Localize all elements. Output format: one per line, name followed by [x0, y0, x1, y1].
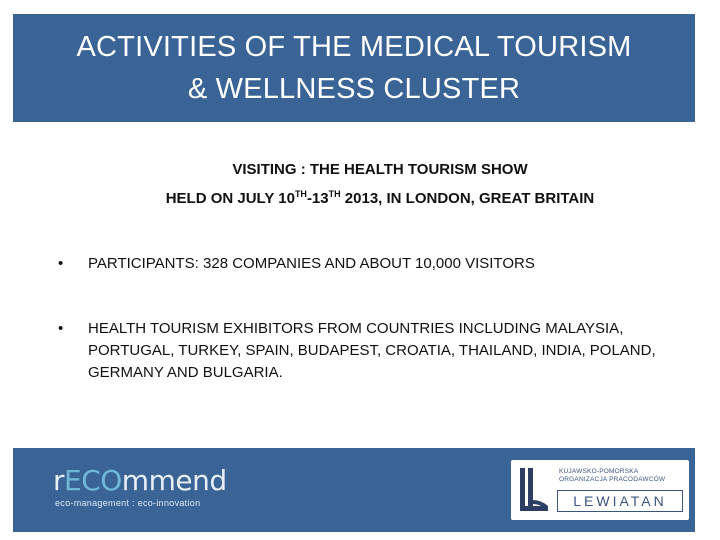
org-line-2: ORGANIZACJA PRACODAWCÓW [559, 476, 666, 483]
title-banner [13, 14, 695, 122]
bullet-list [58, 253, 698, 427]
title-line-2: & WELLNESS CLUSTER [187, 73, 521, 105]
bullet-text: PARTICIPANTS: 328 COMPANIES AND ABOUT 10,000 VISITORS [88, 255, 535, 272]
subtitle-line-1: VISITING : THE HEALTH TOURISM SHOW [232, 161, 528, 178]
bullet-item [58, 318, 698, 384]
logo-mmend: mmend [121, 464, 227, 497]
ordinal-suffix-2: TH [328, 189, 341, 199]
subtitle-location: 2013, IN LONDON, GREAT BRITAIN [340, 190, 595, 207]
org-line-1: KUJAWSKO-POMORSKA [559, 468, 639, 475]
recommend-logo-tagline: eco-management : eco-innovation [55, 498, 201, 508]
bullet-item [58, 253, 698, 275]
subtitle-line-2 [60, 182, 700, 211]
subtitle-date-start: HELD ON JULY 10 [165, 190, 295, 207]
lewiatan-logo [511, 460, 689, 520]
footer-banner [13, 448, 695, 532]
lewiatan-org-name [559, 468, 665, 484]
title-line-1: ACTIVITIES OF THE MEDICAL TOURISM [76, 31, 632, 63]
recommend-logo-word [53, 464, 227, 497]
lewiatan-mark-icon [517, 466, 551, 514]
bullet-text: HEALTH TOURISM EXHIBITORS FROM COUNTRIES INCLUDING MALAYSIA, PORTUGAL, TURKEY, SPAIN, BUDAPEST, CROATIA, THAILAND, INDIA, POLAND, GERMANY AND BULGARIA. [88, 320, 656, 381]
logo-eco: ECO [64, 464, 122, 497]
bullet-icon: • [58, 320, 64, 337]
bullet-icon: • [58, 255, 64, 272]
event-subtitle [60, 158, 700, 211]
logo-letter-r: r [53, 464, 65, 497]
lewiatan-name: LEWIATAN [557, 490, 683, 512]
ordinal-suffix-1: TH [294, 189, 307, 199]
subtitle-date-end: -13 [306, 190, 329, 207]
recommend-logo [53, 464, 253, 516]
